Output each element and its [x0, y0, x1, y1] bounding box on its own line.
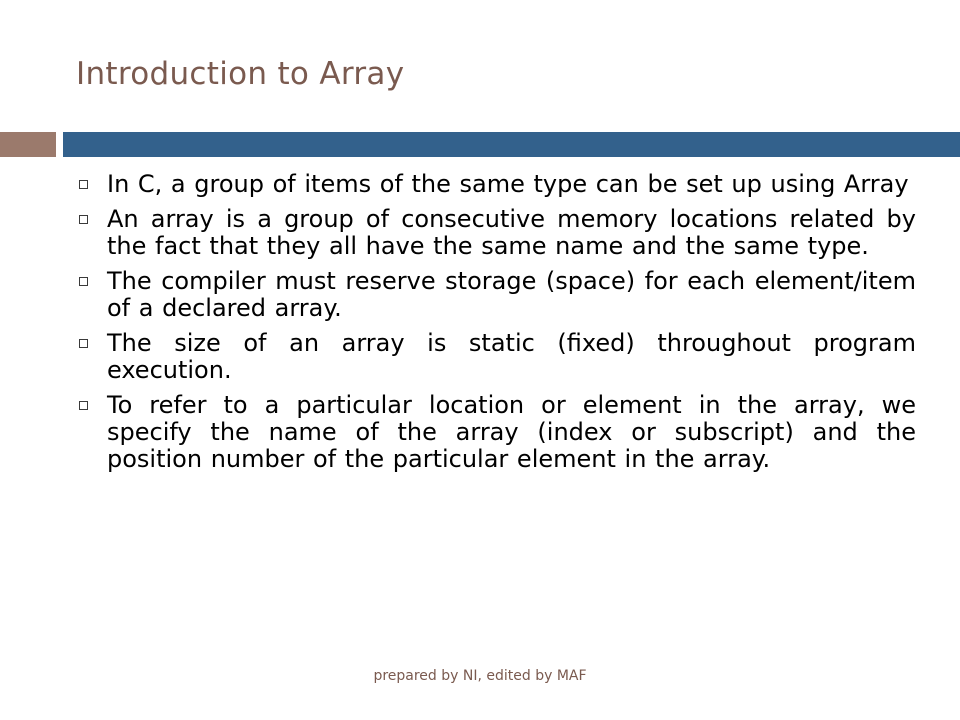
list-item — [76, 171, 916, 198]
bullet-text: In C, a group of items of the same type can be set up using Array — [107, 170, 909, 198]
slide-footer: prepared by NI, edited by MAF — [373, 668, 587, 684]
bullet-text: An array is a group of consecutive memory locations related by the fact that they all have the same name and the same type. — [107, 205, 916, 260]
bullet-text: The size of an array is static (fixed) throughout program execution. — [107, 329, 916, 384]
list-item — [76, 392, 916, 473]
square-bullet-icon — [79, 180, 88, 189]
square-bullet-icon — [79, 339, 88, 348]
bullet-list — [76, 171, 916, 481]
square-bullet-icon — [79, 277, 88, 286]
header-accent-bar-right — [63, 132, 960, 157]
header-accent-bar-left — [0, 132, 56, 157]
list-item — [76, 268, 916, 322]
slide-title: Introduction to Array — [76, 56, 405, 92]
square-bullet-icon — [79, 401, 88, 410]
bullet-text: To refer to a particular location or element in the array, we specify the name of the array (index or subscript) and the position number of the particular element in the array. — [107, 391, 916, 473]
square-bullet-icon — [79, 215, 88, 224]
bullet-text: The compiler must reserve storage (space) for each element/item of a declared array. — [107, 267, 916, 322]
list-item — [76, 206, 916, 260]
list-item — [76, 330, 916, 384]
